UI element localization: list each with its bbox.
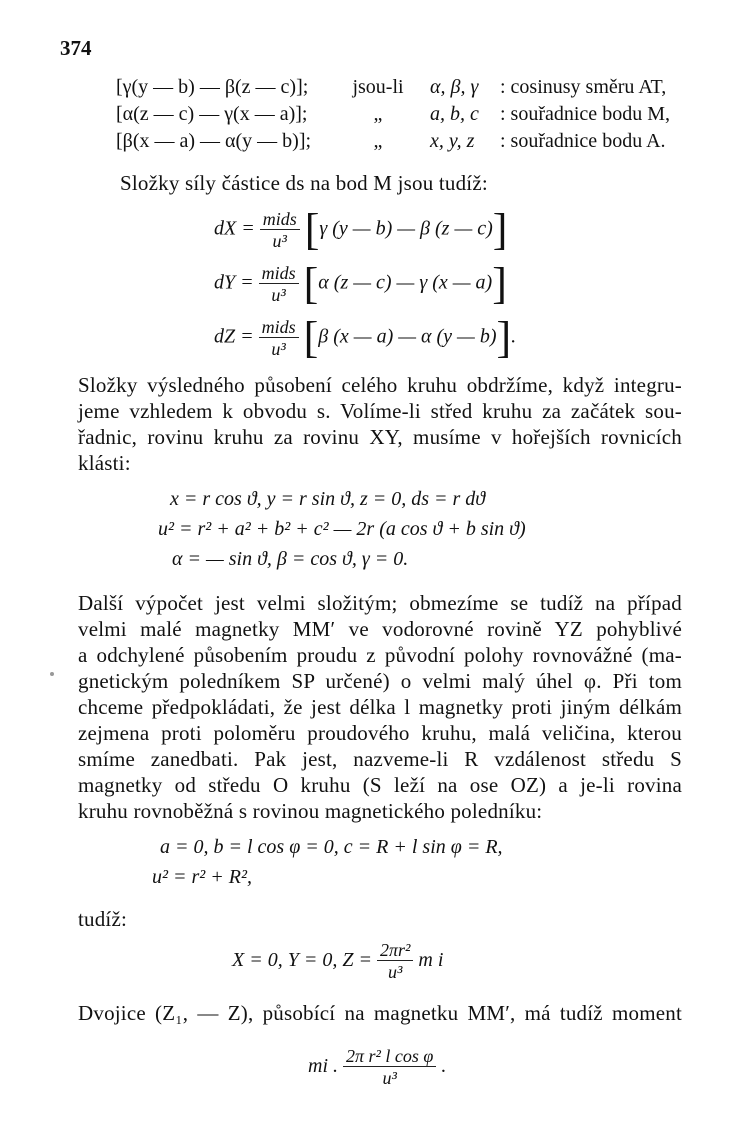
equation-end: . [511,325,517,348]
left-bracket: [ [303,313,319,362]
fraction-numerator: 2π r² l cos φ [343,1046,436,1067]
bracket-content: β (x — a) — α (y — b) [318,325,497,348]
result-equation [232,940,443,983]
equation-dZ [214,313,517,362]
equation-lhs: dZ = [214,325,254,348]
table-expr-column [116,74,311,155]
fraction-numerator: mids [259,317,299,338]
equation-dY [214,259,507,308]
left-bracket: [ [303,259,319,308]
table-desc-column [500,74,670,155]
paragraph-2-line: velmi malé magnetky MM′ ve vodorovné rovině YZ pohyblivé [78,617,682,641]
substitution-line: u² = r² + a² + b² + c² — 2r (a cos ϑ + b sin ϑ) [158,518,526,540]
paragraph-1-line: klásti: [78,451,131,475]
fraction-denominator: u³ [271,284,286,305]
condition-line: a = 0, b = l cos φ = 0, c = R + l sin φ = R, [160,836,503,858]
moment-equation [308,1046,446,1089]
intro-line: Složky síly částice ds na bod M jsou tudíž: [120,171,488,195]
table-row-ditto: „ [373,103,383,125]
table-row-vars: α, β, γ [430,76,479,98]
paragraph-1-line: jeme vzhledem k obvodu s. Volíme-li střed kruhu za začátek sou- [78,399,682,423]
fraction [343,1046,436,1089]
paragraph-2-line: Další výpočet jest velmi složitým; obmezíme se tudíž na případ [78,591,682,615]
fraction [259,263,299,306]
equation-lhs: dY = [214,271,254,294]
paragraph-1-line: řadnic, rovinu kruhu za rovinu XY, musíme v hořejších rovnicích [78,425,682,449]
paragraph-2-line: zejmena proti poloměru proudového kruhu, malá veličina, kterou [78,721,682,745]
table-row-ditto: jsou-li [352,76,404,98]
fraction-numerator: mids [259,263,299,284]
right-bracket: ] [492,205,508,254]
result-tail: m i [418,949,444,972]
speck [50,672,54,676]
fraction-denominator: u³ [272,230,287,251]
fraction-numerator: mids [260,209,300,230]
bracket-content: γ (y — b) — β (z — c) [319,217,493,240]
left-bracket: [ [304,205,320,254]
substitution-line: x = r cos ϑ, y = r sin ϑ, z = 0, ds = r dϑ [170,488,486,510]
moment-tail: . [441,1055,447,1078]
paragraph-2-line: gnetickým poledníkem SP určené) o velmi malý úhel φ. Při tom [78,669,682,693]
table-row-vars: a, b, c [430,103,479,125]
table-row-expr: [γ(y — b) — β(z — c)]; [116,76,309,98]
table-row-desc: : cosinusy směru AT, [500,76,667,98]
table-row-ditto: „ [373,130,383,152]
paragraph-3-line: Dvojice (Z₁, — Z), působící na magnetku MM′, má tudíž moment [78,1001,682,1025]
table-row-desc: : souřadnice bodu A. [500,130,666,152]
page-number: 374 [60,36,92,60]
fraction [259,317,299,360]
paragraph-1-line: Složky výsledného působení celého kruhu obdržíme, když integru- [78,373,682,397]
substitution-line: α = — sin ϑ, β = cos ϑ, γ = 0. [172,548,409,570]
paragraph-2-line: magnetky od středu O kruhu (S leží na ose OZ) a je-li rovina [78,773,682,797]
paragraph-2-line: smíme zanedbati. Pak jest, nazveme-li R vzdálenost středu S [78,747,682,771]
right-bracket: ] [492,259,507,308]
table-row-desc: : souřadnice bodu M, [500,103,670,125]
tudiz-label: tudíž: [78,907,128,931]
table-vars-column [430,74,479,155]
table-row-expr: [α(z — c) — γ(x — a)]; [116,103,308,125]
result-lhs: X = 0, Y = 0, Z = [232,949,372,972]
paragraph-2-line: chceme předpokládati, že jest délka l magnetky proti jiným délkám [78,695,682,719]
table-row-vars: x, y, z [430,130,475,152]
condition-line: u² = r² + R², [152,866,252,888]
fraction-denominator: u³ [271,338,286,359]
fraction-denominator: u³ [387,962,403,982]
fraction-numerator: 2πr² [377,940,413,961]
fraction [260,209,300,252]
fraction [377,940,413,983]
table-ditto-column [333,74,423,155]
paragraph-2-line: kruhu rovnoběžná s rovinou magnetického poledníku: [78,799,543,823]
bracket-content: α (z — c) — γ (x — a) [318,271,493,294]
equation-dX [214,205,508,254]
paragraph-2-line: a odchylené působením proudu z původní polohy rovnovážné (ma- [78,643,682,667]
equation-lhs: dX = [214,217,255,240]
moment-lhs: mi . [308,1055,338,1078]
table-row-expr: [β(x — a) — α(y — b)]; [116,130,312,152]
fraction-denominator: u³ [382,1068,397,1088]
right-bracket: ] [496,313,512,362]
